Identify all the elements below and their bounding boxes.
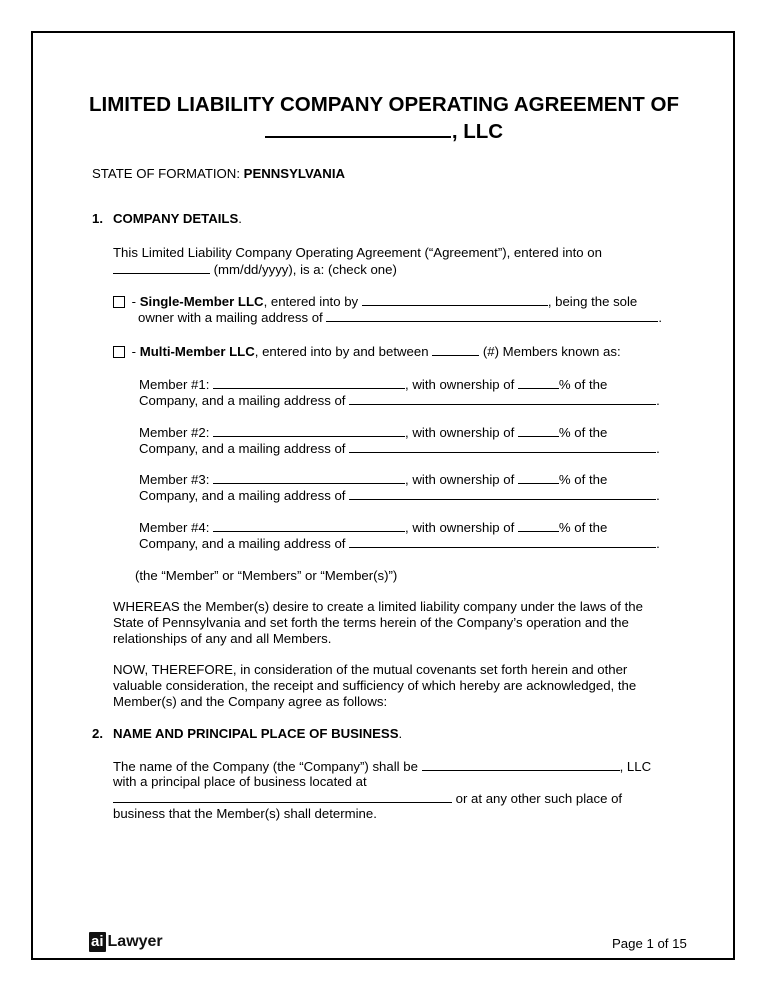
single-member-option: - Single-Member LLC, entered into by , being the sole bbox=[113, 293, 637, 310]
title-line-1: LIMITED LIABILITY COMPANY OPERATING AGREEMENT OF bbox=[89, 93, 679, 116]
member-1-name-blank[interactable] bbox=[213, 376, 405, 389]
multi-member-checkbox[interactable] bbox=[113, 346, 125, 358]
section-2-title: NAME AND PRINCIPAL PLACE OF BUSINESS. bbox=[113, 726, 403, 741]
member-4-name-blank[interactable] bbox=[213, 519, 405, 532]
business-determine-line: business that the Member(s) shall determine. bbox=[113, 806, 377, 821]
member-3-address-line: Company, and a mailing address of . bbox=[139, 488, 660, 503]
state-value: PENNSYLVANIA bbox=[243, 166, 346, 181]
section-2-heading bbox=[92, 726, 403, 742]
member-2-address-line: Company, and a mailing address of . bbox=[139, 441, 660, 456]
whereas-line-2: State of Pennsylvania and set forth the terms herein of the Company’s operation and the bbox=[113, 615, 629, 630]
intro-line-1: This Limited Liability Company Operating Agreement (“Agreement”), entered into on bbox=[113, 245, 602, 260]
date-blank[interactable] bbox=[113, 261, 210, 274]
intro-line-2: (mm/dd/yyyy), is a: (check one) bbox=[113, 261, 397, 278]
now-therefore-line-2: valuable consideration, the receipt and sufficiency of which hereby are acknowledged, the bbox=[113, 678, 637, 693]
single-member-address-blank[interactable] bbox=[326, 309, 658, 322]
state-label: STATE OF FORMATION: bbox=[92, 166, 244, 181]
member-count-blank[interactable] bbox=[432, 343, 479, 356]
member-2-ownership-blank[interactable] bbox=[518, 424, 559, 437]
logo-wordmark: Lawyer bbox=[107, 933, 163, 950]
multi-member-label: Multi-Member LLC bbox=[139, 344, 255, 359]
member-3-line: Member #3: , with ownership of % of the bbox=[139, 472, 608, 487]
title-line-2 bbox=[40, 117, 728, 144]
page-number: Page 1 of 15 bbox=[612, 936, 687, 951]
state-of-formation bbox=[92, 166, 345, 182]
now-therefore-line-1: NOW, THEREFORE, in consideration of the mutual covenants set forth herein and other bbox=[113, 662, 628, 677]
member-4-address-blank[interactable] bbox=[349, 535, 656, 548]
section-1-heading bbox=[92, 211, 242, 227]
company-name-line: The name of the Company (the “Company”) shall be , LLC bbox=[113, 759, 652, 774]
company-name-blank[interactable] bbox=[265, 117, 451, 138]
principal-address-line: or at any other such place of bbox=[113, 790, 622, 807]
member-4-line: Member #4: , with ownership of % of the bbox=[139, 520, 608, 535]
principal-address-blank[interactable] bbox=[113, 790, 452, 803]
section-1-title: COMPANY DETAILS. bbox=[113, 211, 242, 226]
section-1-number: 1. bbox=[92, 211, 103, 226]
member-1-address-blank[interactable] bbox=[349, 392, 656, 405]
member-definition: (the “Member” or “Members” or “Member(s)”) bbox=[135, 568, 398, 583]
single-member-name-blank[interactable] bbox=[362, 293, 548, 306]
company-name-field-blank[interactable] bbox=[422, 758, 620, 771]
whereas-line-1: WHEREAS the Member(s) desire to create a limited liability company under the laws of the bbox=[113, 599, 643, 614]
member-2-name-blank[interactable] bbox=[213, 424, 405, 437]
single-member-address-line: owner with a mailing address of . bbox=[138, 310, 663, 325]
member-2-address-blank[interactable] bbox=[349, 440, 656, 453]
member-1-ownership-blank[interactable] bbox=[518, 376, 559, 389]
member-3-address-blank[interactable] bbox=[349, 487, 656, 500]
member-3-name-blank[interactable] bbox=[213, 471, 405, 484]
member-4-ownership-blank[interactable] bbox=[518, 519, 559, 532]
member-3-ownership-blank[interactable] bbox=[518, 471, 559, 484]
member-4-address-line: Company, and a mailing address of . bbox=[139, 536, 660, 551]
now-therefore-line-3: Member(s) and the Company agree as follows: bbox=[113, 694, 388, 709]
member-1-line: Member #1: , with ownership of % of the bbox=[139, 377, 608, 392]
principal-place-line: with a principal place of business located at bbox=[113, 774, 367, 789]
logo-ai-mark: ai bbox=[91, 933, 104, 950]
multi-member-option: - Multi-Member LLC, entered into by and between (#) Members known as: bbox=[113, 343, 621, 360]
document-title bbox=[40, 92, 728, 144]
member-1-address-line: Company, and a mailing address of . bbox=[139, 393, 660, 408]
title-llc-suffix: , LLC bbox=[451, 120, 504, 143]
member-2-line: Member #2: , with ownership of % of the bbox=[139, 425, 608, 440]
single-member-label: Single-Member LLC bbox=[139, 294, 264, 309]
single-member-checkbox[interactable] bbox=[113, 296, 125, 308]
section-2-number: 2. bbox=[92, 726, 103, 741]
ailawyer-logo bbox=[89, 931, 163, 953]
whereas-line-3: relationships of any and all Members. bbox=[113, 631, 332, 646]
